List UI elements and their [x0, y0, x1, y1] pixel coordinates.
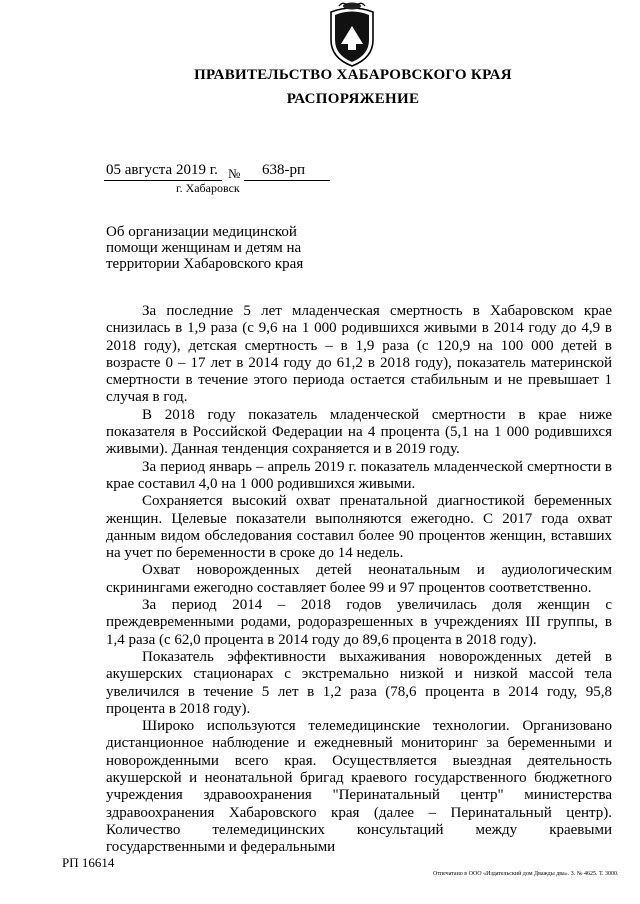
paragraph: В 2018 году показатель младенческой смертности в крае ниже показателя в Российской Федерации на 4 процента (5,1 на 1 000 родившихся живыми). Данная тенденция сохраняется и в 2019 году. — [106, 406, 612, 458]
coat-of-arms-icon — [323, 2, 381, 68]
document-date: 05 августа 2019 г. — [106, 162, 218, 178]
document-city: г. Хабаровск — [176, 181, 240, 195]
number-label: № — [228, 166, 241, 181]
document-subject: Об организации медицинской помощи женщинам и детям на территории Хабаровского края — [106, 224, 304, 272]
paragraph: За период 2014 – 2018 годов увеличилась доля женщин с преждевременными родами, родоразрешенных в учреждениях III группы, в 1,4 раза (с 62,0 процента в 2014 году до 89,6 процента в 2018 году). — [106, 597, 612, 648]
paragraph: За период январь – апрель 2019 г. показатель младенческой смертности в крае составил 4,0 на 1 000 родившихся живыми. — [106, 458, 612, 492]
document-type: РАСПОРЯЖЕНИЕ — [286, 91, 420, 107]
document-code: РП 16614 — [62, 855, 115, 870]
paragraph: Сохраняется высокий охват пренатальной диагностикой беременных женщин. Целевые показатели выполняются ежегодно. С 2017 года охват данным видом обследования составил более 90 процентов женщин, вставших на учет по беременности в сроке до 14 недель. — [106, 493, 612, 562]
document-body — [106, 303, 612, 857]
document-number: 638-рп — [262, 162, 306, 178]
paragraph: Показатель эффективности выхаживания новорожденных детей в акушерских стационарах с экстремально низкой и низкой массой тела увеличился в течение 5 лет в 1,2 раза (78,6 процента в 2014 году, 95,8 процента в 2018 году). — [106, 648, 612, 717]
paragraph: За последние 5 лет младенческая смертность в Хабаровском крае снизилась в 1,9 раза (с 9,6 на 1 000 родившихся живыми в 2014 году до 4,9 в 2018 году), детская смертность – в 1,9 раза (с 120,9 на 100 000 детей в возрасте 0 – 17 лет в 2014 году до 61,2 в 2018 году), показатель материнской смертности в течение этого периода остается стабильным и не превышает 1 случая в год. — [106, 303, 612, 406]
paragraph: Охват новорожденных детей неонатальным и аудиологическим скринингами ежегодно составляет более 99 и 97 процентов соответственно. — [106, 562, 612, 596]
number-underline — [244, 180, 330, 181]
print-note: Отпечатано в ООО «Издательский дом Дважды два». З. № 4625. Т. 3000. — [433, 871, 619, 877]
paragraph: Широко используются телемедицинские технологии. Организовано дистанционное наблюдение и ежедневный мониторинг за беременными и новорожденными всего края. Осуществляется выездная деятельность акушерской и неонатальной бригад краевого государственного бюджетного учреждения здравоохранения "Перинатальный центр" министерства здравоохранения Хабаровского края (далее – Перинатальный центр). Количество телемедицинских консультаций между краевыми государственными и федеральными — [106, 718, 612, 856]
organization-title: ПРАВИТЕЛЬСТВО ХАБАРОВСКОГО КРАЯ — [194, 67, 512, 83]
